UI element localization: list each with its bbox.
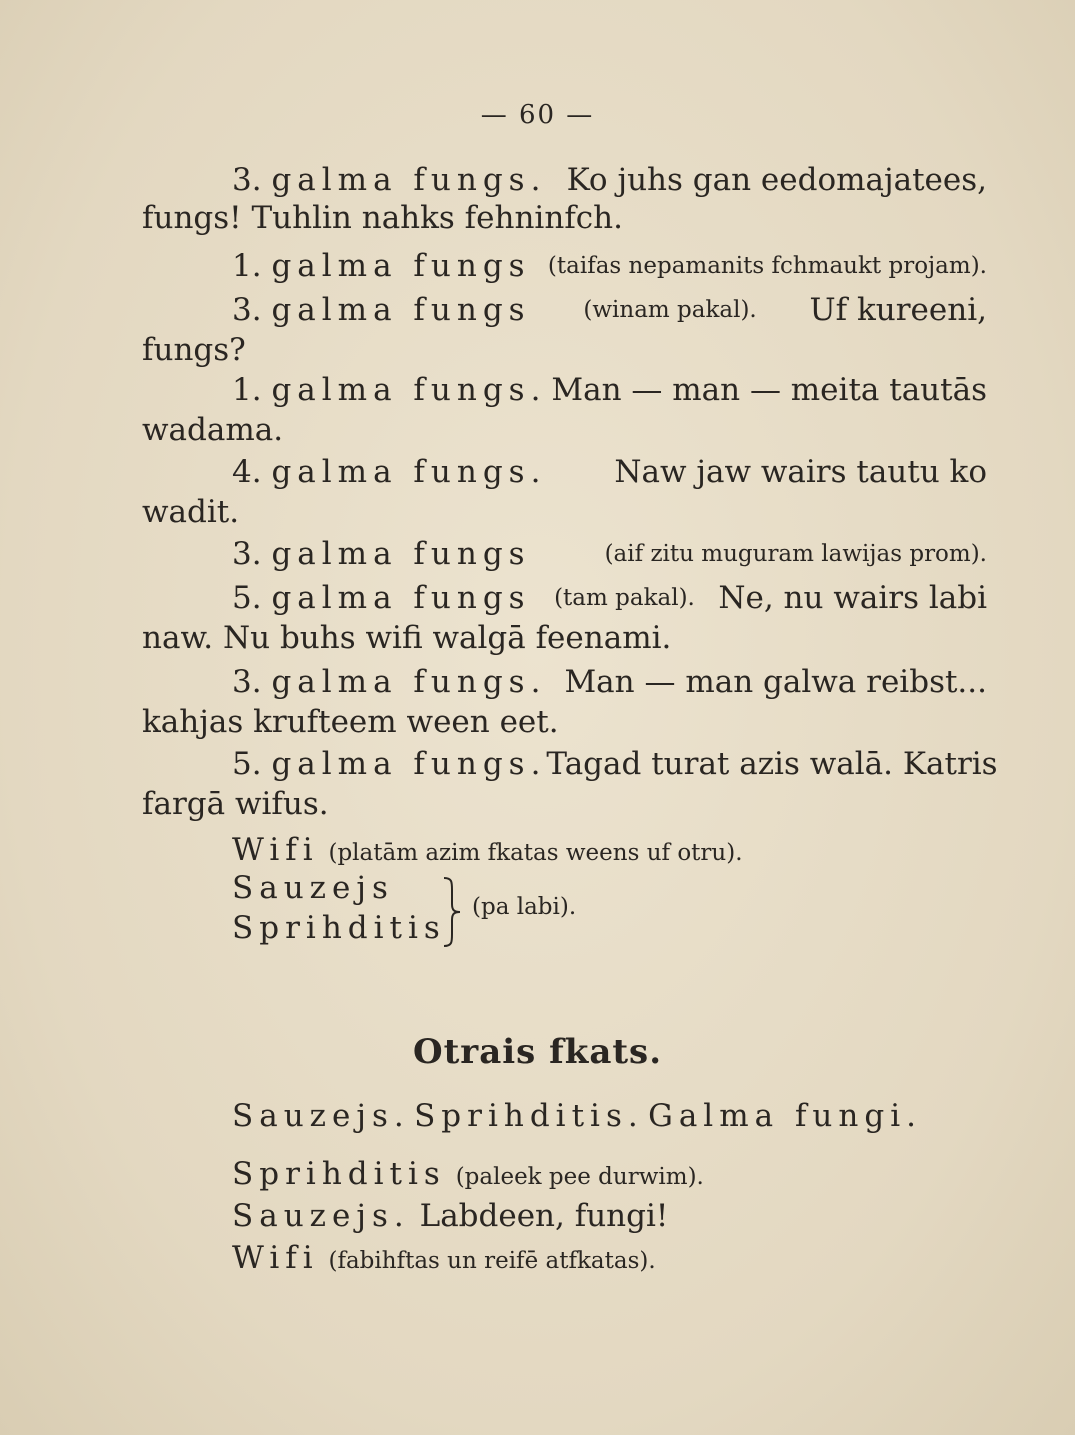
stage-direction: (fabihftas un reifē atfkatas). xyxy=(328,1248,656,1274)
text-line xyxy=(232,160,987,200)
speaker-name: galma fungs xyxy=(271,248,531,284)
speaker-number: 1. xyxy=(232,248,262,284)
speaker-name: Wifi xyxy=(232,832,319,868)
text-line xyxy=(232,290,987,330)
dialogue-text: Ko juhs gan eedomajatees, xyxy=(566,162,987,198)
text-line: naw. Nu buhs wifi walgā feenami. xyxy=(142,620,672,656)
speaker-number: 5. xyxy=(232,580,262,616)
stage-direction: (paleek pee durwim). xyxy=(455,1164,704,1190)
dialogue-text: Man — man — meita tautās xyxy=(551,372,987,408)
speaker-number: 4. xyxy=(232,454,262,490)
stage-direction: (tam pakal). xyxy=(554,585,695,611)
speaker-name: galma fungs. xyxy=(271,454,547,490)
speaker-name: galma fungs xyxy=(271,580,531,616)
speaker-name: Sprihditis xyxy=(232,910,446,946)
text-line: fungs? xyxy=(142,332,246,368)
text-line: wadama. xyxy=(142,412,284,448)
text-line: fungs! Tuhlin nahks fehninfch. xyxy=(142,200,623,236)
text-line xyxy=(232,578,987,618)
text-line xyxy=(232,452,987,492)
page-number: — 60 — xyxy=(480,100,595,130)
speaker-name: galma fungs. xyxy=(271,664,547,700)
dialogue-text: Uf kureeni, xyxy=(809,292,987,328)
speaker-name: galma fungs. xyxy=(271,746,547,782)
stage-direction: (aif zitu muguram lawijas prom). xyxy=(604,541,987,567)
text-line xyxy=(232,534,987,574)
speaker-number: 1. xyxy=(232,372,262,408)
speaker-name: Sauzejs xyxy=(232,870,394,906)
text-line: fargā wifus. xyxy=(142,786,329,822)
text-line xyxy=(232,1238,987,1281)
text-line: wadit. xyxy=(142,494,240,530)
speaker-number: 3. xyxy=(232,292,262,328)
curly-brace-icon xyxy=(442,876,464,948)
speaker-name: galma fungs xyxy=(271,536,531,572)
scene-heading: Otrais fkats. xyxy=(412,1032,663,1072)
brace-group xyxy=(232,870,732,950)
speaker-name: Sauzejs. xyxy=(232,1198,410,1234)
text-line: kahjas krufteem ween eet. xyxy=(142,704,559,740)
text-line xyxy=(232,1154,987,1197)
speaker-name: Sprihditis xyxy=(232,1156,446,1192)
cast-member: Sprihditis. xyxy=(414,1098,644,1134)
stage-direction: (platām azim fkatas weens uf otru). xyxy=(328,840,743,866)
text-line xyxy=(232,744,998,784)
stage-direction: (winam pakal). xyxy=(583,297,757,323)
cast-list xyxy=(232,1096,922,1136)
speaker-name: galma fungs. xyxy=(271,162,547,198)
speaker-number: 3. xyxy=(232,664,262,700)
dialogue-text: Naw jaw wairs tautu ko xyxy=(614,454,987,490)
cast-member: Sauzejs. xyxy=(232,1098,410,1134)
speaker-name: Wifi xyxy=(232,1240,319,1276)
text-line xyxy=(232,662,987,702)
dialogue-text: Man — man galwa reibst... xyxy=(564,664,987,700)
speaker-number: 3. xyxy=(232,162,262,198)
text-line xyxy=(232,246,987,286)
speaker-number: 3. xyxy=(232,536,262,572)
dialogue-text: Tagad turat azis walā. Katris xyxy=(546,746,998,782)
cast-member: Galma fungi. xyxy=(648,1098,922,1134)
speaker-name: galma fungs. xyxy=(271,372,547,408)
dialogue-text: Ne, nu wairs labi xyxy=(718,580,987,616)
speaker-name: galma fungs xyxy=(271,292,531,328)
text-line xyxy=(232,830,987,873)
speaker-number: 5. xyxy=(232,746,262,782)
stage-direction: (taifas nepamanits fchmaukt projam). xyxy=(547,253,987,279)
dialogue-text: Labdeen, fungi! xyxy=(419,1198,669,1234)
stage-direction: (pa labi). xyxy=(472,894,577,920)
text-line xyxy=(232,1196,987,1236)
text-line xyxy=(232,370,987,410)
